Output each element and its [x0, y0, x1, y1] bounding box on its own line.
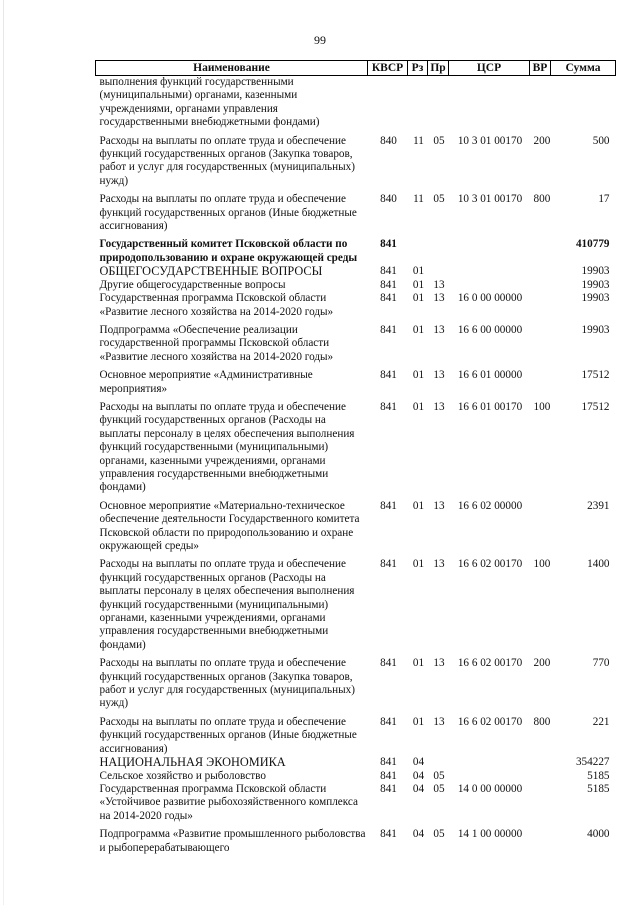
cell-csr	[449, 233, 530, 265]
cell-name: Расходы на выплаты по оплате труда и обеспечение функций государственных органов (Иные бюджетные ассигнования)	[99, 715, 357, 755]
cell-sum: 17512	[581, 400, 610, 413]
cell-sum: 1400	[587, 558, 610, 571]
cell-csr: 16 6 02 00170	[457, 657, 523, 670]
cell-sum: 410779	[575, 238, 610, 251]
cell-pr: 13	[433, 369, 445, 382]
cell-vr	[530, 233, 551, 265]
cell-vr	[530, 823, 551, 855]
cell-pr: 13	[433, 400, 445, 413]
header-vr: ВР	[530, 61, 551, 76]
cell-rz: 01	[412, 323, 425, 336]
cell-name: Подпрограмма «Развитие промышленного рыболовства и рыбоперерабатывающего	[99, 828, 366, 854]
cell-kvsr: 841	[380, 292, 397, 305]
cell-name: Расходы на выплаты по оплате труда и обеспечение функций государственных органов (Расходы на выплаты персоналу в целях обеспечения выполнения функций государственными (муниципальными) органами, казенными учреждениями, органами управления государственными внебюджетными фондами)	[99, 558, 355, 651]
cell-name: Расходы на выплаты по оплате труда и обеспечение функций государственных органов (Закупка товаров, работ и услуг для государственных (муниципальных) нужд)	[99, 134, 355, 187]
cell-kvsr: 841	[380, 400, 397, 413]
table-row	[96, 553, 616, 652]
cell-kvsr: 841	[380, 278, 397, 291]
table-row	[96, 233, 616, 265]
cell-sum: 17	[598, 193, 610, 206]
cell-pr: 13	[433, 323, 445, 336]
cell-pr	[428, 265, 449, 278]
cell-name: выполнения функций государственными (муниципальными) органами, казенными учреждениями, органами управления государственными внебюджетными фондами)	[99, 76, 320, 129]
cell-rz: 01	[412, 369, 425, 382]
cell-vr	[530, 364, 551, 396]
cell-sum: 17512	[581, 369, 610, 382]
header-rz: Рз	[408, 61, 428, 76]
cell-name: Сельское хозяйство и рыболовство	[99, 769, 266, 782]
cell-kvsr: 841	[380, 265, 397, 278]
table-row	[96, 76, 616, 130]
cell-vr: 800	[533, 715, 551, 728]
table-row	[96, 279, 616, 292]
cell-pr: 05	[433, 769, 445, 782]
cell-sum: 19903	[581, 278, 610, 291]
cell-csr: 14 1 00 00000	[457, 828, 523, 841]
cell-rz	[408, 233, 428, 265]
cell-csr	[449, 770, 530, 783]
cell-sum: 4000	[587, 828, 610, 841]
cell-name: Государственная программа Псковской области «Развитие лесного хозяйства на 2014-2020 годы»	[99, 292, 334, 318]
table-row	[96, 770, 616, 783]
cell-vr: 800	[533, 193, 551, 206]
header-csr: ЦСР	[449, 61, 530, 76]
cell-pr	[428, 233, 449, 265]
header-sum: Сумма	[551, 61, 616, 76]
cell-name: Государственный комитет Псковской области по природопользованию и охране окружающей среды	[99, 238, 358, 264]
header-kvsr: КВСР	[368, 61, 408, 76]
cell-pr: 05	[433, 828, 445, 841]
cell-pr: 05	[433, 134, 445, 147]
table-row	[96, 652, 616, 711]
budget-table	[95, 60, 616, 855]
cell-kvsr: 841	[380, 238, 397, 251]
cell-csr	[449, 279, 530, 292]
cell-pr: 13	[433, 278, 445, 291]
cell-sum: 2391	[587, 499, 610, 512]
cell-vr	[530, 319, 551, 364]
cell-rz: 01	[412, 715, 425, 728]
cell-name: НАЦИОНАЛЬНАЯ ЭКОНОМИКА	[99, 755, 286, 770]
cell-vr	[530, 265, 551, 278]
cell-sum: 221	[592, 715, 610, 728]
cell-vr	[530, 76, 551, 130]
table-row	[96, 783, 616, 823]
cell-sum: 770	[592, 657, 610, 670]
cell-csr: 14 0 00 00000	[457, 782, 523, 795]
cell-rz: 11	[413, 134, 424, 147]
cell-kvsr: 841	[380, 756, 397, 769]
table-row	[96, 756, 616, 769]
cell-kvsr: 841	[380, 782, 397, 795]
table-row	[96, 319, 616, 364]
cell-vr	[530, 292, 551, 319]
table-row	[96, 292, 616, 319]
table-row	[96, 823, 616, 855]
cell-name: Основное мероприятие «Административные мероприятия»	[99, 369, 313, 395]
page-number: 99	[314, 33, 326, 47]
table-row	[96, 396, 616, 495]
cell-rz	[408, 76, 428, 130]
cell-rz: 01	[412, 265, 425, 278]
cell-name: Расходы на выплаты по оплате труда и обеспечение функций государственных органов (Иные бюджетные ассигнования)	[99, 193, 357, 233]
cell-pr	[428, 76, 449, 130]
cell-sum	[551, 76, 616, 130]
table-row	[96, 130, 616, 189]
table-row	[96, 188, 616, 233]
cell-rz: 01	[412, 400, 425, 413]
cell-name: Расходы на выплаты по оплате труда и обеспечение функций государственных органов (Расходы на выплаты персоналу в целях обеспечения выполнения функций государственными (муниципальными) органами, казенными учреждениями, органами управления государственными внебюджетными фондами)	[99, 400, 355, 494]
cell-csr	[449, 756, 530, 769]
cell-pr: 13	[433, 292, 445, 305]
cell-rz: 01	[412, 292, 425, 305]
cell-vr: 100	[533, 558, 551, 571]
cell-sum: 19903	[581, 323, 610, 336]
cell-csr: 16 6 01 00000	[457, 369, 523, 382]
cell-name: Основное мероприятие «Материально-техническое обеспечение деятельности Государственного комитета Псковской области по природопользованию и охране окружающей среды»	[99, 499, 360, 552]
cell-rz: 04	[412, 782, 425, 795]
table-body	[96, 76, 616, 855]
cell-kvsr: 841	[380, 715, 397, 728]
cell-name: ОБЩЕГОСУДАРСТВЕННЫЕ ВОПРОСЫ	[99, 264, 323, 279]
cell-vr	[530, 495, 551, 554]
cell-sum: 354227	[575, 756, 610, 769]
table-row	[96, 495, 616, 554]
cell-name: Подпрограмма «Обеспечение реализации государственной программы Псковской области «Развитие лесного хозяйства на 2014-2020 годы»	[99, 323, 334, 363]
cell-pr: 05	[433, 782, 445, 795]
cell-rz: 01	[412, 499, 425, 512]
table-header	[96, 61, 616, 76]
cell-kvsr: 841	[380, 323, 397, 336]
table-row	[96, 711, 616, 756]
table-row	[96, 364, 616, 396]
cell-rz: 01	[412, 278, 425, 291]
cell-vr	[530, 770, 551, 783]
cell-csr: 16 6 00 00000	[457, 323, 523, 336]
scan-edge	[3, 0, 4, 905]
cell-sum: 19903	[581, 292, 610, 305]
cell-sum: 5185	[587, 769, 610, 782]
cell-sum: 5185	[587, 782, 610, 795]
cell-rz: 01	[412, 558, 425, 571]
cell-vr	[530, 279, 551, 292]
cell-pr	[428, 756, 449, 769]
cell-vr: 100	[533, 400, 551, 413]
cell-sum: 19903	[581, 265, 610, 278]
table-row	[96, 265, 616, 278]
cell-kvsr: 841	[380, 369, 397, 382]
cell-csr	[449, 76, 530, 130]
cell-pr: 13	[433, 499, 445, 512]
cell-vr	[530, 756, 551, 769]
cell-kvsr: 841	[380, 769, 397, 782]
cell-csr: 16 6 01 00170	[457, 400, 523, 413]
cell-csr: 10 3 01 00170	[457, 134, 523, 147]
cell-rz: 04	[412, 769, 425, 782]
cell-vr	[530, 783, 551, 823]
cell-rz: 04	[412, 828, 425, 841]
cell-kvsr: 841	[380, 828, 397, 841]
cell-name: Расходы на выплаты по оплате труда и обеспечение функций государственных органов (Закупка товаров, работ и услуг для государственных (муниципальных) нужд)	[99, 657, 355, 710]
cell-kvsr: 840	[380, 134, 397, 147]
cell-csr: 16 0 00 00000	[457, 292, 523, 305]
cell-kvsr	[368, 76, 408, 130]
cell-kvsr: 841	[380, 657, 397, 670]
cell-kvsr: 841	[380, 558, 397, 571]
cell-pr: 13	[433, 715, 445, 728]
cell-csr: 16 6 02 00170	[457, 715, 523, 728]
cell-csr: 16 6 02 00170	[457, 558, 523, 571]
cell-kvsr: 840	[380, 193, 397, 206]
cell-kvsr: 841	[380, 499, 397, 512]
cell-name: Другие общегосударственные вопросы	[99, 278, 286, 291]
cell-rz: 11	[413, 193, 424, 206]
cell-csr: 16 6 02 00000	[457, 499, 523, 512]
header-name: Наименование	[96, 61, 368, 76]
cell-rz: 01	[412, 657, 425, 670]
cell-csr	[449, 265, 530, 278]
cell-vr: 200	[533, 134, 551, 147]
cell-csr: 10 3 01 00170	[457, 193, 523, 206]
cell-pr: 13	[433, 558, 445, 571]
cell-pr: 13	[433, 657, 445, 670]
cell-sum: 500	[592, 134, 610, 147]
cell-name: Государственная программа Псковской области «Устойчивое развитие рыбохозяйственного комплекса на 2014-2020 годы»	[99, 782, 358, 822]
header-pr: Пр	[428, 61, 449, 76]
cell-rz: 04	[412, 756, 425, 769]
cell-vr: 200	[533, 657, 551, 670]
cell-pr: 05	[433, 193, 445, 206]
